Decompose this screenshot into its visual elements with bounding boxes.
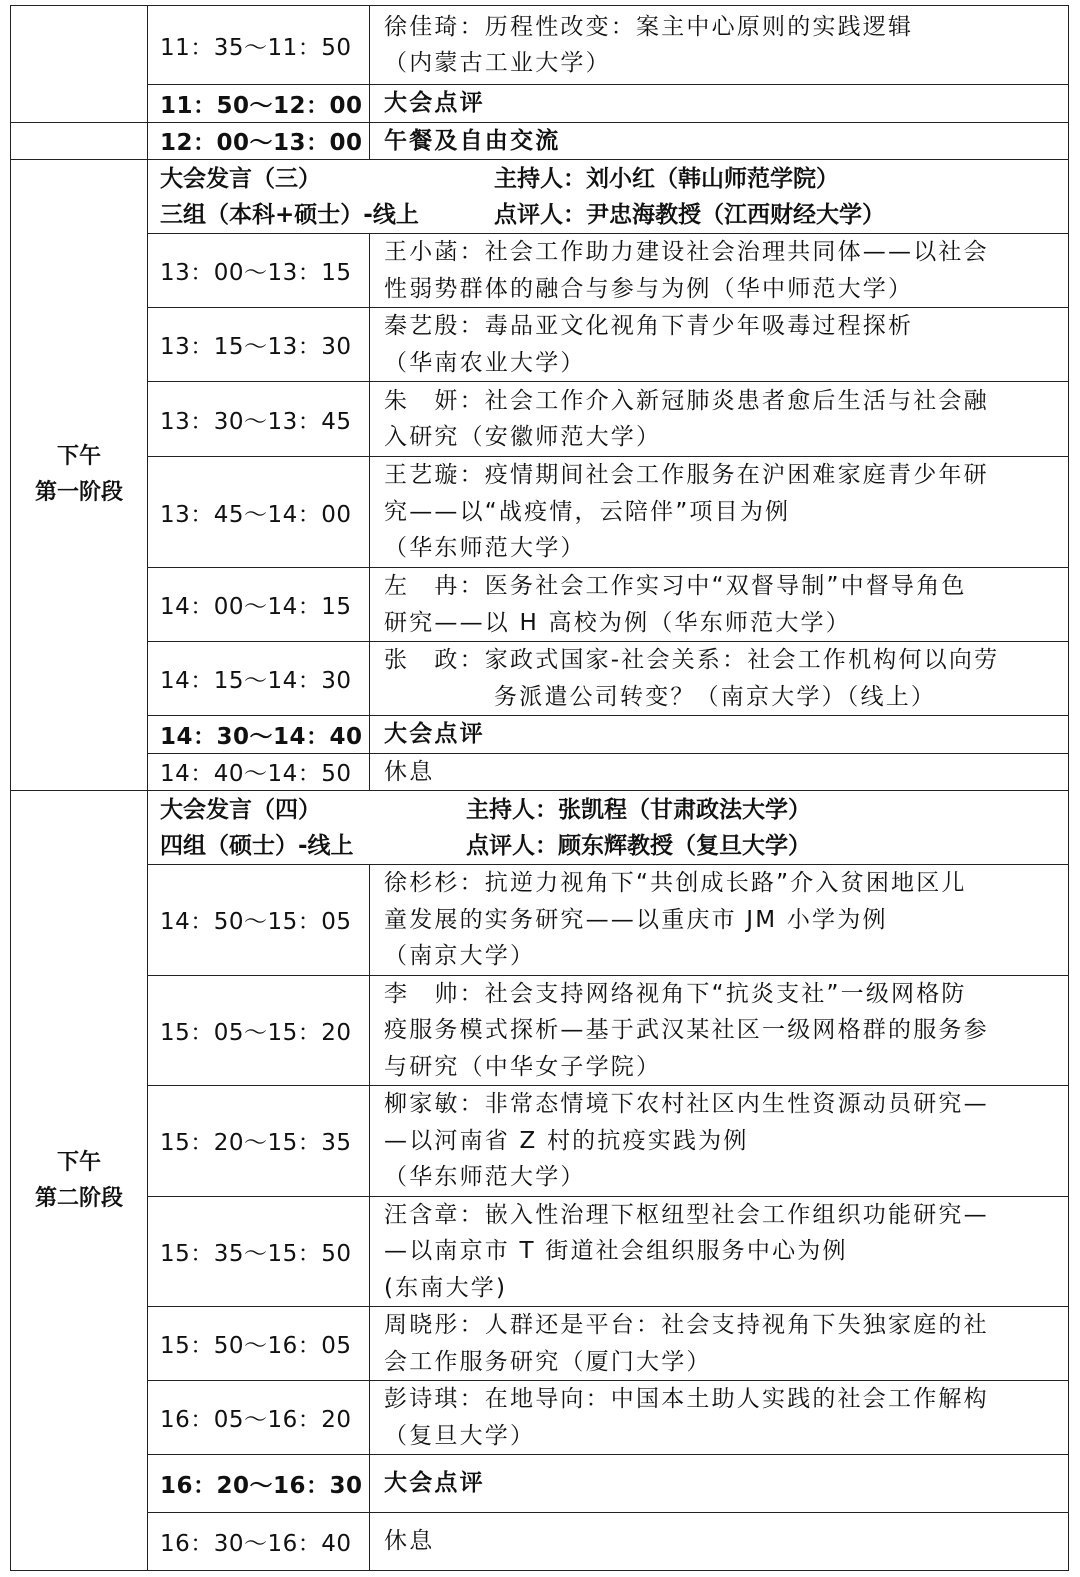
agenda-row [11,1196,1069,1307]
time-slot: 16：20～16：30 [148,1455,370,1513]
talk-content [370,865,1069,976]
content-line: 大会点评 [384,90,485,116]
session-role: 点评人：顾东辉教授（复旦大学） [466,832,811,859]
period-label: 下午 [56,1149,101,1175]
agenda-row [11,1086,1069,1197]
session-header [148,791,1069,865]
time-slot: 16：05～16：20 [148,1381,370,1455]
content-line: （华东师范大学） [384,535,586,562]
agenda-row [11,865,1069,976]
time-slot: 15：05～15：20 [148,975,370,1086]
agenda-table [10,5,1069,1571]
talk-content [370,1513,1069,1571]
session-header-row [11,160,1069,234]
content-line: —以河南省 Z 村的抗疫实践为例 [384,1127,749,1154]
agenda-row [11,382,1069,457]
agenda-row [11,457,1069,568]
session-label: 三组（本科+硕士）-线上 [160,201,419,228]
content-line: 会工作服务研究（厦门大学） [384,1348,712,1375]
talk-content [370,1381,1069,1455]
content-line: 朱 妍：社会工作介入新冠肺炎患者愈后生活与社会融 [384,387,989,414]
period-empty [11,122,148,160]
content-line: 究——以“战疫情，云陪伴”项目为例 [384,498,791,525]
content-line: 徐佳琦：历程性改变：案主中心原则的实践逻辑 [384,13,914,40]
content-line: 疫服务模式探析—基于武汉某社区一级网格群的服务参 [384,1017,989,1043]
agenda-row [11,716,1069,754]
content-line: 大会点评 [384,721,485,747]
agenda-row [11,1513,1069,1571]
period-label: 第一阶段 [34,480,123,505]
talk-content [370,457,1069,568]
time-slot: 14：00～14：15 [148,568,370,642]
content-line: 左 冉：医务社会工作实习中“双督导制”中督导角色 [384,573,967,599]
talk-content [370,382,1069,457]
content-line: 秦艺殷：毒品亚文化视角下青少年吸毒过程探析 [384,313,914,339]
agenda-row [11,1455,1069,1513]
session-role: 主持人：刘小红（韩山师范学院） [494,165,839,192]
agenda-row [11,1381,1069,1455]
period-afternoon-2 [11,791,148,1571]
content-line: （南京大学） [384,943,536,969]
content-line: 休息 [384,758,435,785]
content-line: 柳家敏：非常态情境下农村社区内生性资源动员研究— [384,1091,989,1117]
time-slot: 13：45～14：00 [148,457,370,568]
content-line: 彭诗琪：在地导向：中国本土助人实践的社会工作解构 [384,1386,989,1412]
period-afternoon-1 [11,160,148,791]
content-line: 徐杉杉：抗逆力视角下“共创成长路”介入贫困地区儿 [384,870,967,896]
session-label: 大会发言（四） [160,796,321,823]
talk-content [370,753,1069,791]
talk-content [370,6,1069,85]
time-slot: 13：00～13：15 [148,234,370,308]
talk-content [370,1455,1069,1513]
agenda-row [11,568,1069,642]
talk-content [370,308,1069,382]
agenda-row [11,753,1069,791]
session-header-line [160,161,1058,197]
talk-content [370,568,1069,642]
content-line: 务派遣公司转变？（南京大学）（线上） [494,683,937,710]
lunch-label: 午餐及自由交流 [370,122,1069,160]
content-line: 李 帅：社会支持网络视角下“抗炎支社”一级网格防 [384,980,967,1007]
talk-content [370,1086,1069,1197]
content-line: 周晓彤：人群还是平台：社会支持视角下失独家庭的社 [384,1312,989,1338]
talk-content [370,85,1069,123]
time-slot: 14：40～14：50 [148,753,370,791]
talk-content [370,975,1069,1086]
session-role: 主持人：张凯程（甘肃政法大学） [466,796,811,823]
content-line: (东南大学) [384,1274,508,1301]
agenda-row [11,308,1069,382]
session-role: 点评人：尹忠海教授（江西财经大学） [494,201,885,228]
content-line: 休息 [384,1528,435,1555]
time-slot: 15：50～16：05 [148,1307,370,1381]
session-header-line [160,792,1058,828]
agenda-body [11,6,1069,1571]
time-slot: 15：35～15：50 [148,1196,370,1307]
time-slot: 12：00～13：00 [148,122,370,160]
agenda-row [11,234,1069,308]
agenda-row [11,85,1069,123]
content-line: （内蒙古工业大学） [384,50,611,76]
content-line: 与研究（中华女子学院） [384,1053,662,1080]
agenda-row [11,642,1069,716]
talk-content [370,234,1069,308]
time-slot: 15：20～15：35 [148,1086,370,1197]
session-label: 大会发言（三） [160,165,321,192]
period-label: 下午 [56,444,101,469]
time-slot: 11：50～12：00 [148,85,370,123]
time-slot: 13：30～13：45 [148,382,370,457]
content-line: （华南农业大学） [384,349,586,376]
period-empty [11,6,148,123]
talk-content [370,716,1069,754]
content-line: （复旦大学） [384,1422,536,1449]
talk-content [370,1196,1069,1307]
session-label: 四组（硕士）-线上 [160,832,354,859]
session-header-line [160,197,1058,233]
time-slot: 13：15～13：30 [148,308,370,382]
content-line: 汪含章：嵌入性治理下枢纽型社会工作组织功能研究— [384,1201,989,1228]
content-line: 入研究（安徽师范大学） [384,424,662,450]
time-slot: 16：30～16：40 [148,1513,370,1571]
content-line: 童发展的实务研究——以重庆市 JM 小学为例 [384,906,888,933]
period-label: 第二阶段 [34,1185,123,1211]
agenda-row [11,6,1069,85]
agenda-row [11,1307,1069,1381]
lunch-row [11,122,1069,160]
content-line: 性弱势群体的融合与参与为例（华中师范大学） [384,275,914,302]
time-slot: 14：50～15：05 [148,865,370,976]
time-slot: 11：35～11：50 [148,6,370,85]
content-line: 张 政：家政式国家-社会关系：社会工作机构何以向劳 [384,647,1000,673]
talk-content [370,642,1069,716]
session-header-row [11,791,1069,865]
talk-content [370,1307,1069,1381]
time-slot: 14：30～14：40 [148,716,370,754]
agenda-row [11,975,1069,1086]
session-header [148,160,1069,234]
session-header-line [160,828,1058,864]
content-line: 王小菡：社会工作助力建设社会治理共同体——以社会 [384,239,989,265]
time-slot: 14：15～14：30 [148,642,370,716]
content-line: 研究——以 H 高校为例（华东师范大学） [384,609,851,636]
content-line: —以南京市 T 街道社会组织服务中心为例 [384,1238,848,1264]
content-line: 王艺璇：疫情期间社会工作服务在沪困难家庭青少年研 [384,462,989,489]
content-line: （华东师范大学） [384,1164,586,1190]
content-line: 大会点评 [384,1470,485,1497]
